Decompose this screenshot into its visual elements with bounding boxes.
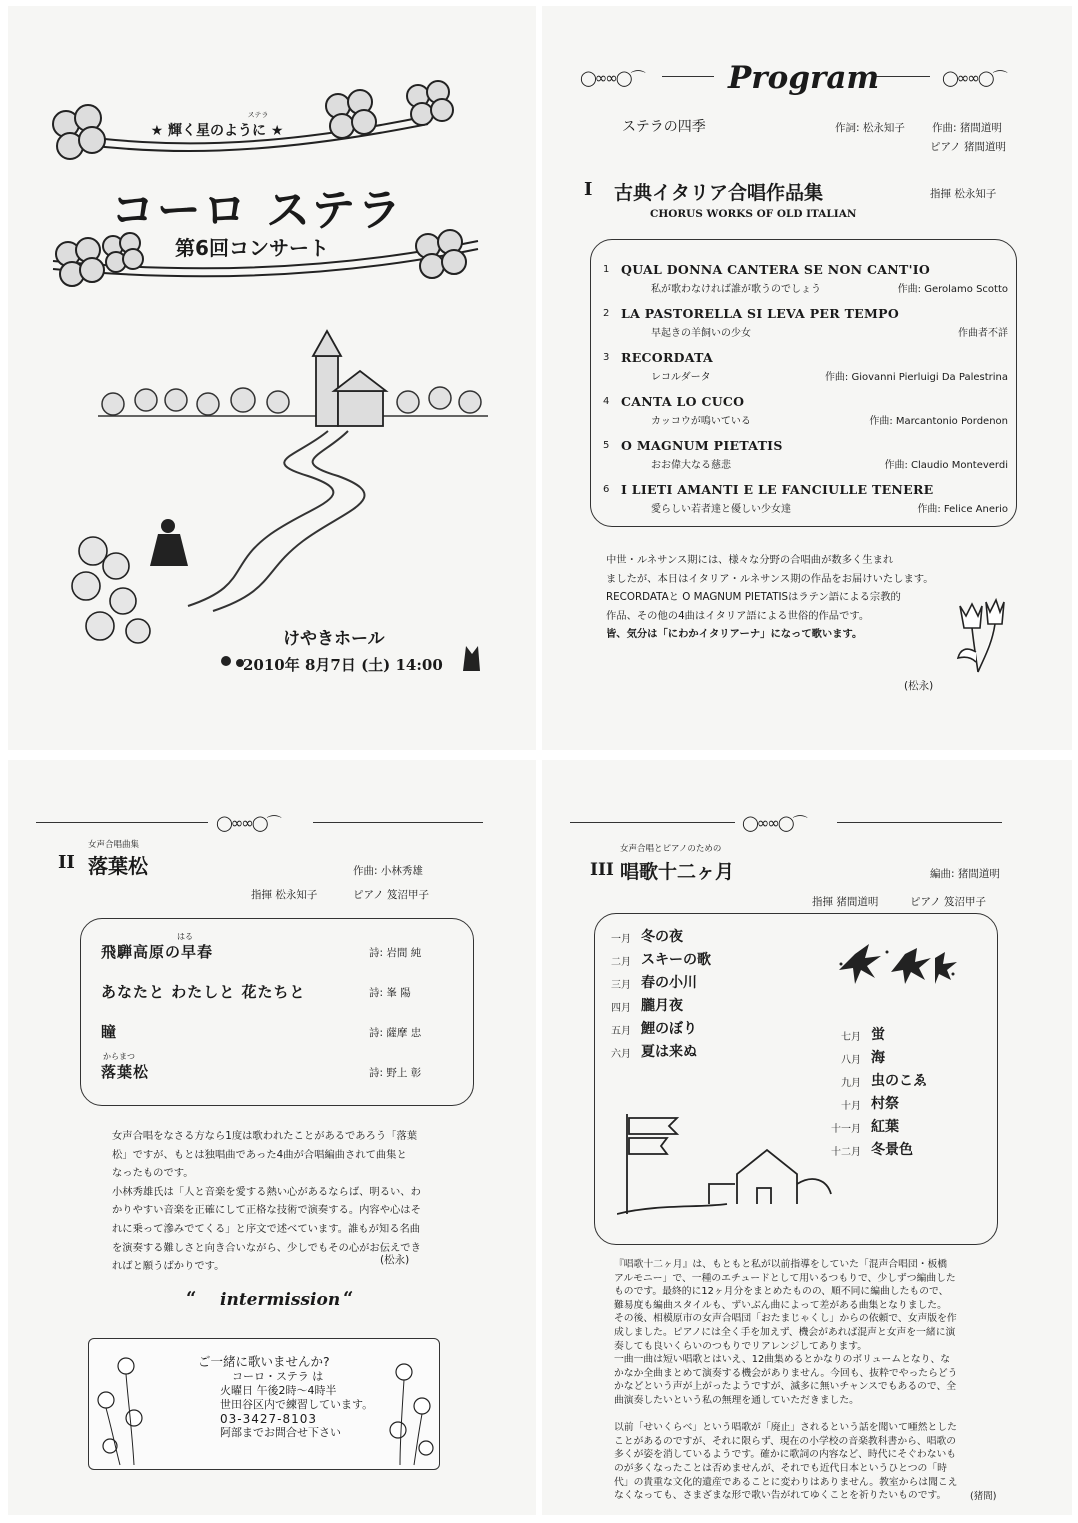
note-line: を演奏する難しさと向き合いながら、少しでもその心がお伝えでき <box>112 1241 421 1254</box>
cover-page <box>8 6 536 750</box>
note-line: のが多くなったことは否めませんが、それでも近代日本というひとつの「時 <box>614 1462 947 1474</box>
month-row <box>595 949 765 971</box>
poet: 詩: 峯 陽 <box>369 987 411 999</box>
song-composer: 作曲: Marcantonio Pordenon <box>869 416 1008 427</box>
month-song: 蛍 <box>871 1027 885 1043</box>
note-line: 奏しても良いくらいのつもりでリアレンジしてあります。 <box>614 1340 868 1352</box>
program-page-1 <box>542 6 1072 750</box>
note-line: 以前「せいくらべ」という唱歌が「廃止」されるという話を聞いて唖然とした <box>614 1422 957 1434</box>
month-label: 五月 <box>611 1026 631 1037</box>
program-header: Program <box>728 60 880 96</box>
ruby: からまつ <box>103 1052 135 1061</box>
song-title: RECORDATA <box>621 350 714 365</box>
note-line: アルモニー」で、一種のエチュードとして用いるつもりで、少しずつ編曲した <box>614 1272 956 1284</box>
month-label: 十二月 <box>831 1147 861 1158</box>
section3-notes <box>614 1258 1024 1503</box>
month-song: 冬景色 <box>871 1142 913 1158</box>
conductor: 指揮 松永知子 <box>251 889 318 901</box>
note-line: ましたが、本日はイタリア・ルネサンス期の作品をお届けいたします。 <box>606 572 934 585</box>
month-song: 海 <box>871 1050 885 1066</box>
song-composer: 作曲者不詳 <box>958 328 1008 339</box>
song-row <box>591 436 1016 476</box>
header-rule <box>570 822 735 823</box>
section-title: 落葉松 <box>88 854 148 878</box>
intermission: intermission <box>220 1290 341 1310</box>
opening-title: ステラの四季 <box>622 119 706 135</box>
song-number: 2 <box>603 308 610 319</box>
song-translation: レコルダータ <box>651 372 711 383</box>
song-translation: 愛らしい若者達と優しい少女達 <box>651 504 791 515</box>
song-composer: 作曲: Felice Anerio <box>917 504 1008 515</box>
note-line: 皆、気分は「にわかイタリアーナ」になって歌います。 <box>606 628 863 641</box>
song-number: 5 <box>603 440 610 451</box>
opening-lyricist: 作詞: 松永知子 <box>835 122 905 134</box>
month-row <box>595 1018 765 1040</box>
note-line: 一曲一曲は短い唱歌とはいえ、12曲集めるとかなりのボリュームとなり、な <box>614 1354 951 1366</box>
song-row <box>591 304 1016 344</box>
poet: 詩: 岩間 純 <box>369 947 422 959</box>
invite-details <box>220 1370 373 1440</box>
month-song: 鯉のぼり <box>641 1021 697 1037</box>
section-numeral: I <box>584 179 593 200</box>
song-translation: おお偉大なる慈悲 <box>651 460 731 471</box>
cover-title: コーロ ステラ <box>110 185 404 236</box>
section-kicker: 女声合唱とピアノのための <box>620 844 722 854</box>
note-line: 作品、その他の4曲はイタリア語による世俗的作品です。 <box>606 609 870 622</box>
month-row <box>595 1041 765 1063</box>
note-line: なったものです。 <box>112 1167 194 1180</box>
poem-title: 落葉松 <box>101 1063 150 1081</box>
invite-headline: ご一緒に歌いませんか? <box>198 1354 330 1369</box>
note-line: 小林秀雄氏は「人と音楽を愛する熱い心があるならば、明るい、わ <box>112 1185 421 1198</box>
song-composer: 作曲: Gerolamo Scotto <box>897 284 1008 295</box>
note-line: 代」の貴重な文化的遺産であることに変わりはありません。教室からは聞こえ <box>614 1476 958 1488</box>
tree-row-icon <box>102 387 481 415</box>
flourish-icon: ◯∞∞◯⌒ <box>742 814 806 832</box>
church-icon <box>313 331 386 426</box>
invite-line: 火曜日 午後2時〜4時半 <box>220 1384 337 1397</box>
song-translation: 早起きの羊飼いの少女 <box>651 328 751 339</box>
month-label: 十一月 <box>831 1124 861 1135</box>
month-label: 七月 <box>841 1032 861 1043</box>
header-rule <box>662 76 714 77</box>
song-title: O MAGNUM PIETATIS <box>621 438 783 453</box>
month-row <box>825 1024 995 1046</box>
month-row <box>825 1070 995 1092</box>
note-line: なくなっても、さまざまな形で歌い告がれてゆくことを祈りたいものです。 <box>614 1490 947 1502</box>
opening-pianist: ピアノ 猪間道明 <box>930 141 1006 153</box>
note-line: その後、相模原市の女声合唱団「おたまじゃくし」からの依頼で、女声版を作 <box>614 1313 957 1325</box>
note-line: 曲演奏したいという私の無理を通していただきました。 <box>614 1394 859 1406</box>
note-line <box>614 1408 1024 1422</box>
poet: 詩: 薩摩 忠 <box>369 1027 422 1039</box>
note-line: 中世・ルネサンス期には、様々な分野の合唱曲が数多く生まれ <box>606 554 894 566</box>
opening-composer: 作曲: 猪間道明 <box>932 122 1002 134</box>
village-carp-streamer-icon <box>617 1104 837 1224</box>
invite-line: 阿部までお問合せ下さい <box>220 1426 341 1439</box>
note-line: RECORDATAと O MAGNUM PIETATISはラテン語による宗教的 <box>606 591 901 604</box>
month-label: 二月 <box>611 957 631 968</box>
note-line: 『唱歌十二ヶ月』は、もともと私が以前指導をしていた「混声合唱団・板橋 <box>614 1259 948 1270</box>
flourish-icon: ◯∞∞◯⌒ <box>942 69 1006 87</box>
composer: 作曲: 小林秀雄 <box>353 865 423 877</box>
poet: 詩: 野上 彰 <box>369 1067 422 1079</box>
song-number: 3 <box>603 352 610 363</box>
signature: (猪間) <box>970 1491 997 1502</box>
month-row <box>595 995 765 1017</box>
program-page-3 <box>542 760 1072 1515</box>
signature: (松永) <box>380 1254 410 1266</box>
invite-phone: 03-3427-8103 <box>220 1412 318 1426</box>
note-line: 成しました。ピアノには全く手を加えず、機会があれば混声と女声を一緒に演 <box>614 1326 956 1338</box>
song-composer: 作曲: Claudio Monteverdi <box>884 460 1008 471</box>
cover-subtitle: ★ 輝く星のように ★ <box>150 123 284 139</box>
note-line: かなか全曲まとめて演奏する機会がありません。今回も、抜粋でやったらどう <box>614 1367 958 1379</box>
program-page-2 <box>8 760 536 1515</box>
quote-mark-icon: “ <box>343 1288 358 1309</box>
poem-title: あなたと わたしと 花たちと <box>101 983 306 1001</box>
month-row <box>595 926 765 948</box>
month-song: 夏は来ぬ <box>641 1044 697 1060</box>
song-row <box>591 392 1016 432</box>
song-number: 1 <box>603 264 610 275</box>
note-line: ことがあるのですが、それに限らず、現在の小学校の音楽教科書から、唱歌の <box>614 1435 957 1447</box>
month-label: 四月 <box>611 1003 631 1014</box>
month-song: 村祭 <box>871 1096 899 1112</box>
song-title: QUAL DONNA CANTERA SE NON CANT'IO <box>621 262 931 277</box>
month-row <box>825 1047 995 1069</box>
note-line: 難易度も編曲スタイルも、ずいぶん曲によって差がある曲集となりました。 <box>614 1299 947 1311</box>
ruby: はる <box>177 932 193 941</box>
month-song: 虫のこゑ <box>871 1073 927 1089</box>
section1-notes <box>606 551 966 644</box>
month-label: 六月 <box>611 1049 631 1060</box>
note-line: れに乗って滲みでてくる」と序文で述べています。誰もが知る名曲 <box>112 1222 421 1235</box>
section-numeral: III <box>590 860 614 880</box>
note-line: かなどという声が上がったようですが、滅多に無いチャンスでもあるので、全 <box>614 1381 957 1393</box>
section-kicker: 女声合唱曲集 <box>88 840 140 850</box>
conductor: 指揮 猪間道明 <box>812 896 879 908</box>
pianist: ピアノ 笈沼甲子 <box>910 896 986 908</box>
note-line: ものです。最終的に12ヶ月分をまとめたものの、順不同に編曲したもので、 <box>614 1286 949 1298</box>
month-song: 春の小川 <box>641 975 697 991</box>
song-title: CANTA LO CUCO <box>621 394 745 409</box>
invite-line: 世田谷区内で練習しています。 <box>220 1398 374 1411</box>
month-list-box <box>594 913 998 1245</box>
note-line: ればと願うばかりです。 <box>112 1260 225 1273</box>
signature: (松永) <box>904 680 934 692</box>
section-numeral: II <box>58 852 75 873</box>
month-label: 十月 <box>841 1101 861 1112</box>
venue: けやきホール <box>283 629 385 649</box>
poem-title: 飛騨高原の早春 <box>101 943 214 961</box>
note-line: 松」ですが、もとは独唱曲であった4曲が合唱編曲されて曲集と <box>112 1148 407 1161</box>
autumn-leaves-icon <box>835 934 965 1004</box>
section-subtitle: CHORUS WORKS OF OLD ITALIAN <box>650 208 857 220</box>
song-translation: カッコウが鳴いている <box>651 416 751 427</box>
month-row <box>825 1139 995 1161</box>
pianist: ピアノ 笈沼甲子 <box>353 889 429 901</box>
month-label: 九月 <box>841 1078 861 1089</box>
song-title: LA PASTORELLA SI LEVA PER TEMPO <box>621 306 900 321</box>
flourish-icon: ◯∞∞◯⌒ <box>580 69 644 87</box>
month-label: 一月 <box>611 934 631 945</box>
note-line: 多くが姿を消しているようです。確かに歌詞の内容など、時代にそぐわないも <box>614 1449 957 1461</box>
month-row <box>825 1116 995 1138</box>
month-label: 三月 <box>611 980 631 991</box>
concert-date: 2010年 8月7日 (土) 14:00 <box>243 656 443 674</box>
month-song: 冬の夜 <box>641 929 683 945</box>
conductor: 指揮 松永知子 <box>930 188 997 200</box>
section-title: 古典イタリア合唱作品集 <box>614 182 824 204</box>
month-song: 朧月夜 <box>641 998 683 1014</box>
concert-number: 第6回コンサート <box>175 236 329 260</box>
song-number: 6 <box>603 484 610 495</box>
flower-bush-icon <box>72 537 150 643</box>
month-label: 八月 <box>841 1055 861 1066</box>
song-composer: 作曲: Giovanni Pierluigi Da Palestrina <box>824 372 1008 383</box>
song-translation: 私が歌わなければ誰が歌うのでしょう <box>651 284 821 295</box>
quote-mark-icon: “ <box>186 1288 201 1309</box>
header-rule <box>36 822 208 823</box>
header-rule <box>837 822 1002 823</box>
song-row <box>591 480 1016 520</box>
month-song: 紅葉 <box>871 1119 899 1135</box>
flourish-icon: ◯∞∞◯⌒ <box>216 814 280 832</box>
song-row <box>591 348 1016 388</box>
poem-list-box <box>80 918 474 1106</box>
arranger: 編曲: 猪間道明 <box>930 868 1000 880</box>
note-line: かりやすい音楽を正確にして正格な技術で演奏する。内容や心はそ <box>112 1204 421 1217</box>
month-row <box>595 972 765 994</box>
invite-line: コーロ・ステラ は <box>232 1370 324 1383</box>
section-title: 唱歌十二ヶ月 <box>620 861 735 883</box>
note-line: 女声合唱をなさる方なら1度は歌われたことがあるであろう「落葉 <box>112 1130 418 1142</box>
song-title: I LIETI AMANTI E LE FANCIULLE TENERE <box>621 482 934 497</box>
girl-silhouette-icon <box>150 519 188 566</box>
song-number: 4 <box>603 396 610 407</box>
subtitle-ruby: ステラ <box>247 111 269 119</box>
song-row <box>591 260 1016 300</box>
header-rule <box>872 76 930 77</box>
month-row <box>825 1093 995 1115</box>
poem-title: 瞳 <box>101 1023 118 1041</box>
header-rule <box>313 822 483 823</box>
song-list-box <box>590 239 1017 527</box>
month-song: スキーの歌 <box>641 952 711 968</box>
tulip-icon <box>952 596 1012 676</box>
